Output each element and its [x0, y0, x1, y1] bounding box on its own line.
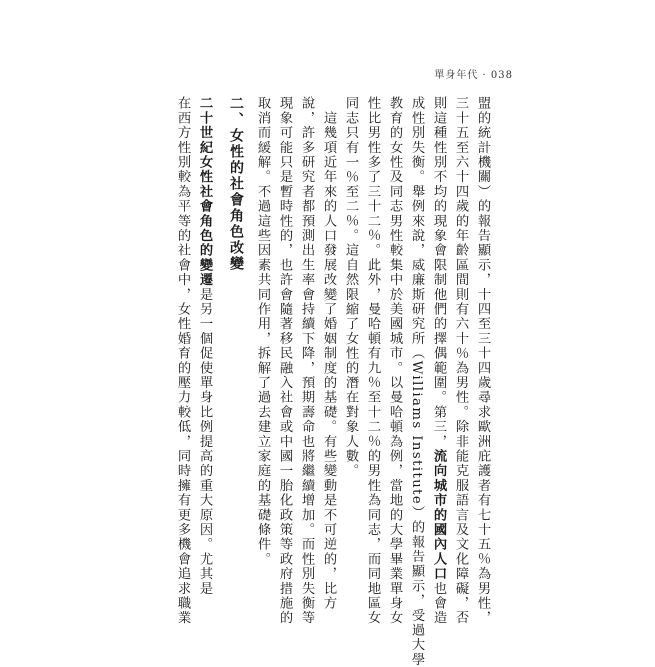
text-column-4: 成性別失衡。舉例來說，威廉斯研究所（Williams Institute）的報告顯示，受過大學 [409, 96, 424, 667]
text-column-3-start: 則這種性別不均的現象會限制他們的擇偶範圍。第三， [431, 96, 446, 449]
text-column-3 [430, 96, 446, 625]
bold-phrase-role-change: 二十世紀女性社會角色的變遷 [197, 96, 212, 288]
text-column-7: 同志只有一％至二％。這自然限縮了女性的潛在對象人數。 [343, 96, 358, 479]
running-header: 單身年代 · 038 [434, 70, 513, 81]
text-column-10: 現象可能只是暫時性的，也許會隨著移民融入社會或中國一胎化政策等政府措施的 [277, 96, 292, 626]
text-column-9: 說，許多研究者都預測出生率會持續下降，預期壽命也將繼續增加。而性別失衡等 [299, 96, 314, 626]
text-column-3-end: 也會造 [431, 581, 446, 626]
text-column-12-rest: 是另一個促使單身比例提高的重大原因。尤其是 [197, 287, 212, 596]
text-column-13: 在西方性別較為平等的社會中，女性婚育的壓力較低，同時擁有更多機會追求職業 [175, 96, 190, 626]
section-heading: 二、女性的社會角色改變 [228, 96, 244, 272]
text-column-8: 這幾項近年來的人口發展改變了婚姻制度的基礎。有些變動是不可逆的，比方 [321, 96, 336, 611]
text-column-6: 性比男性多了三十二％。此外，曼哈頓有九％至十二％的男性為同志，而同地區女 [365, 96, 380, 626]
text-column-5: 教育的女性及同志男性較集中於美國城市。以曼哈頓為例，當地的大學畢業單身女 [387, 96, 402, 626]
text-column-11: 取消而緩解。不過這些因素共同作用，拆解了過去建立家庭的基礎條件。 [255, 96, 270, 567]
text-column-2: 三十五至六十四歲的年齡區間則有六十％為男性。除非能克服語言及文化障礙，否 [453, 96, 468, 626]
bold-phrase-urban-migration: 流向城市的國內人口 [431, 448, 446, 582]
text-column-1: 盟的統計機關）的報告顯示，十四至三十四歲尋求歐洲庇護者有七十五％為男性， [475, 96, 490, 626]
text-column-12 [196, 96, 212, 596]
